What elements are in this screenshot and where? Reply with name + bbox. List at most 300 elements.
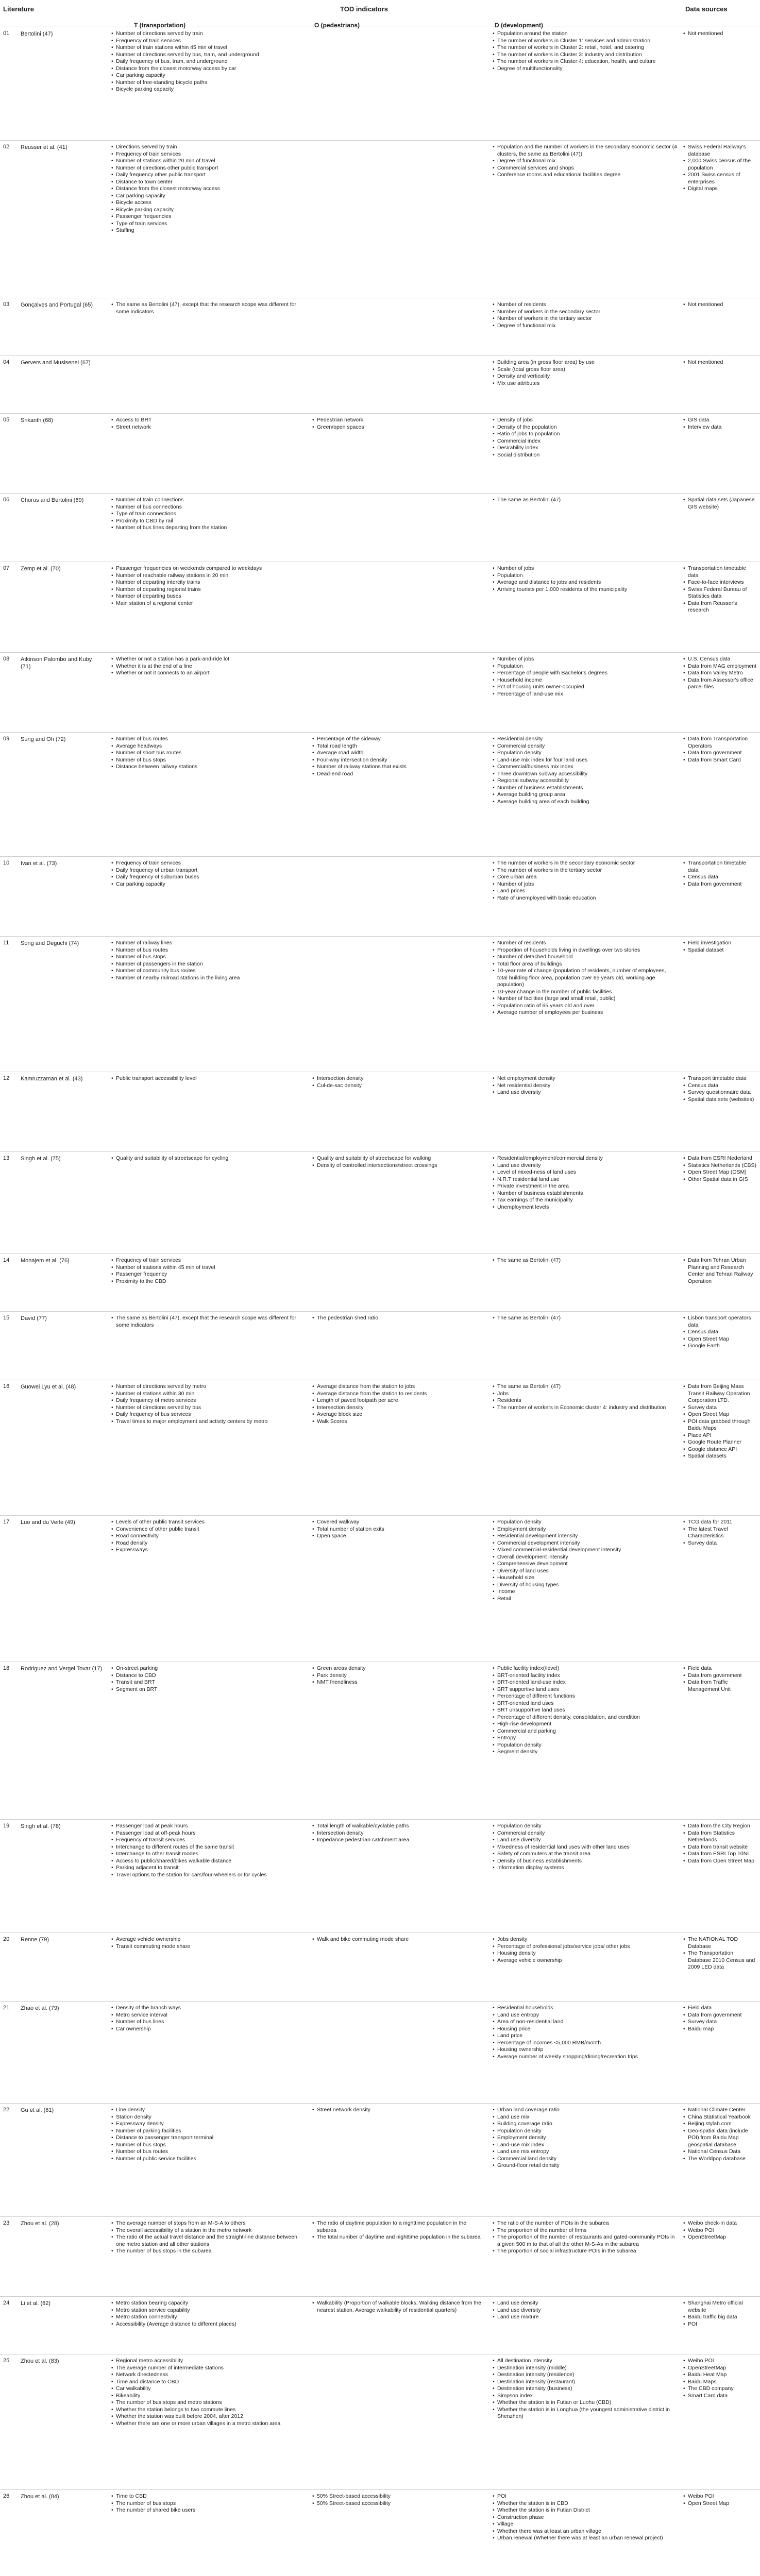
list-item: • Core urban area bbox=[497, 874, 678, 881]
list-item: • Destination intensity (business) bbox=[497, 2385, 678, 2393]
list-item: • Commercial density bbox=[497, 1830, 678, 1837]
table-header bbox=[0, 4, 760, 29]
list-item: • Bicycle parking capacity bbox=[116, 86, 307, 93]
transportation-cell bbox=[111, 2358, 307, 2427]
data-sources-cell bbox=[683, 359, 757, 366]
list-item: • The number of workers in Cluster 2: retail, hotel, and catering bbox=[497, 44, 678, 52]
list-item: • Residential development intensity bbox=[497, 1533, 678, 1540]
list-item: • Jobs density bbox=[497, 1936, 678, 1943]
list-item: • Car ownership bbox=[116, 2026, 307, 2033]
list-item: • Google Route Planner bbox=[688, 1439, 757, 1446]
pedestrians-cell bbox=[312, 2220, 487, 2241]
list-item: • Data from ESRI Nederland bbox=[688, 1155, 757, 1162]
list-item: • Directions served by train bbox=[116, 144, 307, 151]
list-item: • Frequency of train services bbox=[116, 151, 307, 158]
list-item: • Field data bbox=[688, 1665, 757, 1672]
list-item: • Number of bus stops bbox=[116, 954, 307, 961]
list-item: • Data from Beijing Mass Transit Railway Operation Corporation LTD. bbox=[688, 1383, 757, 1404]
data-sources-cell bbox=[683, 30, 757, 38]
data-sources-cell bbox=[683, 1257, 757, 1285]
literature-cell: Ivan et al. (73) bbox=[21, 860, 57, 867]
list-item: • Survey questionnaire data bbox=[688, 1089, 757, 1096]
list-item: • The number of workers in Economic cluster 4: industry and distribution bbox=[497, 1404, 678, 1412]
transportation-cell bbox=[111, 30, 307, 93]
list-item: • Average number of employees per business bbox=[497, 1009, 678, 1016]
list-item: • Percentage of land-use mix bbox=[497, 691, 678, 698]
header-tod-indicators: TOD indicators bbox=[340, 5, 388, 13]
list-item: • Population bbox=[497, 572, 678, 580]
list-item: • Interchange to different routes of the same transit bbox=[116, 1844, 307, 1851]
list-item: • Survey data bbox=[688, 2019, 757, 2026]
list-item: • Land use mixture bbox=[497, 2314, 678, 2321]
list-item: • Unemployment levels bbox=[497, 1204, 678, 1211]
transportation-cell bbox=[111, 860, 307, 888]
list-item: • Mixedness of residential land uses with other land uses bbox=[497, 1844, 678, 1851]
list-item: • Data from government bbox=[688, 750, 757, 757]
list-item: • Time to CBD bbox=[116, 2493, 307, 2500]
list-item: • Data from Open Street Map bbox=[688, 1858, 757, 1865]
literature-cell: Zhou et al. (28) bbox=[21, 2221, 59, 2227]
list-item: • National Climate Center bbox=[688, 2107, 757, 2114]
header-o: O (pedestrians) bbox=[314, 22, 360, 29]
row-number: 16 bbox=[3, 1383, 10, 1389]
list-item: • Density of jobs bbox=[497, 417, 678, 424]
list-item: • Private investment in the area bbox=[497, 1183, 678, 1190]
data-sources-cell bbox=[683, 497, 757, 511]
list-item: • Number of jobs bbox=[497, 656, 678, 663]
development-cell bbox=[492, 656, 678, 698]
literature-cell: Singh et al. (75) bbox=[21, 1156, 61, 1162]
list-item: • Household size bbox=[497, 1574, 678, 1582]
list-item: • Distance between railway stations bbox=[116, 764, 307, 771]
list-item: • Frequency of train services bbox=[116, 1257, 307, 1264]
list-item: • Percentage of people with Bachelor's degrees bbox=[497, 670, 678, 677]
list-item: • Daily frequency other public transport bbox=[116, 172, 307, 179]
list-item: • Population density bbox=[497, 1519, 678, 1526]
list-item: • Distance from the closest motorway access bbox=[116, 185, 307, 193]
list-item: • Proximity to CBD by rail bbox=[116, 518, 307, 525]
list-item: • Desirability index bbox=[497, 445, 678, 452]
list-item: • Public transport accessibility level bbox=[116, 1075, 307, 1082]
list-item: • Employment density bbox=[497, 2134, 678, 2142]
list-item: • Density of the branch ways bbox=[116, 2005, 307, 2012]
list-item: • Number of jobs bbox=[497, 565, 678, 572]
literature-cell: Rodriguez and Vergel Tovar (17) bbox=[21, 1666, 103, 1672]
list-item: • Percentage of the sideway bbox=[317, 736, 487, 743]
list-item: • Face-to-face interviews bbox=[688, 579, 757, 586]
table-row bbox=[0, 2489, 760, 2576]
pedestrians-cell bbox=[312, 1075, 487, 1089]
list-item: • Quality and suitability of streetscape for walking bbox=[317, 1155, 487, 1162]
list-item: • Data from government bbox=[688, 881, 757, 888]
list-item: • The number of workers in Cluster 4: education, health, and culture bbox=[497, 58, 678, 65]
list-item: • Scale (total gross floor area) bbox=[497, 366, 678, 374]
list-item: • Baidu traffic big data bbox=[688, 2314, 757, 2321]
list-item: • Place API bbox=[688, 1432, 757, 1439]
list-item: • Average road width bbox=[317, 750, 487, 757]
list-item: • Percentage of professional jobs/service jobs/ other jobs bbox=[497, 1943, 678, 1951]
development-cell bbox=[492, 301, 678, 329]
list-item: • Housing ownership bbox=[497, 2046, 678, 2054]
list-item: • Number of bus stops bbox=[116, 2142, 307, 2149]
table-row bbox=[0, 27, 760, 141]
data-sources-cell bbox=[683, 565, 757, 614]
list-item: • Data from government bbox=[688, 2012, 757, 2019]
list-item: • The CBD company bbox=[688, 2385, 757, 2393]
literature-cell: Gonçalves and Portugal (65) bbox=[21, 302, 93, 308]
list-item: • Residents bbox=[497, 1397, 678, 1404]
data-sources-cell bbox=[683, 736, 757, 764]
pedestrians-cell bbox=[312, 1155, 487, 1169]
list-item: • Number of directions served by metro bbox=[116, 1383, 307, 1391]
transportation-cell bbox=[111, 2493, 307, 2514]
list-item: • Arriving tourists per 1,000 residents of the municipality bbox=[497, 586, 678, 594]
list-item: • The proportion of social infrastructure POIs in the subarea bbox=[497, 2248, 678, 2255]
list-item: • Staffing bbox=[116, 227, 307, 234]
row-number: 13 bbox=[3, 1155, 10, 1161]
list-item: • Number of directions served by bus, tram, and underground bbox=[116, 52, 307, 59]
list-item: • Number of bus routes bbox=[116, 2148, 307, 2156]
row-number: 22 bbox=[3, 2107, 10, 2113]
transportation-cell bbox=[111, 144, 307, 234]
list-item: • Number of business establishments bbox=[497, 1190, 678, 1197]
table-row bbox=[0, 1933, 760, 2002]
pedestrians-cell bbox=[312, 1665, 487, 1686]
list-item: • Density of business establishments bbox=[497, 1858, 678, 1865]
list-item: • TCG data for 2011 bbox=[688, 1519, 757, 1526]
row-number: 26 bbox=[3, 2493, 10, 2499]
list-item: • Social distribution bbox=[497, 452, 678, 459]
list-item: • NMT friendliness bbox=[317, 1679, 487, 1686]
list-item: • Number of bus lines bbox=[116, 2019, 307, 2026]
list-item: • Income bbox=[497, 1588, 678, 1596]
list-item: • Residential density bbox=[497, 736, 678, 743]
list-item: • Bicycle access bbox=[116, 199, 307, 207]
literature-cell: Monajem et al. (76) bbox=[21, 1258, 70, 1264]
list-item: • Distance to CBD bbox=[116, 1672, 307, 1680]
list-item: • Number of bus connections bbox=[116, 504, 307, 511]
list-item: • Regional metro accessibility bbox=[116, 2358, 307, 2365]
development-cell bbox=[492, 359, 678, 387]
list-item: • 2001 Swiss census of enterprises bbox=[688, 172, 757, 185]
list-item: • Data from Assessor's office parcel files bbox=[688, 677, 757, 691]
list-item: • Covered walkway bbox=[317, 1519, 487, 1526]
list-item: • Safety of commuters at the transit area bbox=[497, 1851, 678, 1858]
list-item: • Proportion of households living in dwellings over two stories bbox=[497, 947, 678, 954]
list-item: • Length of paved footpath per acre bbox=[317, 1397, 487, 1404]
list-item: • Conference rooms and educational facilities degree bbox=[497, 172, 678, 179]
list-item: • Type of train connections bbox=[116, 511, 307, 518]
list-item: • 10-year change in the number of public facilities bbox=[497, 989, 678, 996]
data-sources-cell bbox=[683, 1519, 757, 1547]
list-item: • Destination intensity (residence) bbox=[497, 2371, 678, 2379]
list-item: • The number of shared bike users bbox=[116, 2507, 307, 2514]
list-item: • OpenStreetMap bbox=[688, 2234, 757, 2241]
list-item: • Digital maps bbox=[688, 185, 757, 193]
list-item: • Transit and BRT bbox=[116, 1679, 307, 1686]
row-number: 09 bbox=[3, 736, 10, 742]
list-item: • Number of bus routes bbox=[116, 736, 307, 743]
list-item: • The ratio of daytime population to a nighttime population in the subarea bbox=[317, 2220, 487, 2234]
pedestrians-cell bbox=[312, 2493, 487, 2507]
transportation-cell bbox=[111, 1075, 307, 1082]
list-item: • Transportation timetable data bbox=[688, 860, 757, 874]
list-item: • Land-use mix index bbox=[497, 2142, 678, 2149]
list-item: • Not mentioned bbox=[688, 301, 757, 309]
list-item: • Street network density bbox=[317, 2107, 487, 2114]
list-item: • Total length of walkable/cyclable paths bbox=[317, 1823, 487, 1830]
list-item: • Population and the number of workers in the secondary economic sector (4 clusters, the same as Bertolini (47)) bbox=[497, 144, 678, 158]
list-item: • Car parking capacity bbox=[116, 72, 307, 79]
list-item: • The proportion of the number of firms bbox=[497, 2227, 678, 2234]
list-item: • Density of controlled intersections/street crossings bbox=[317, 1162, 487, 1170]
list-item: • Street network bbox=[116, 424, 307, 431]
list-item: • Proximity to the CBD bbox=[116, 1278, 307, 1285]
list-item: • BRT-oriented facility index bbox=[497, 1672, 678, 1680]
literature-cell: Zhou et al. (84) bbox=[21, 2494, 59, 2500]
list-item: • Access to public/shared/bikes walkable distance bbox=[116, 1858, 307, 1865]
pedestrians-cell bbox=[312, 417, 487, 431]
list-item: • Number of workers in the tertiary sector bbox=[497, 315, 678, 323]
list-item: • Population around the station bbox=[497, 30, 678, 38]
list-item: • Land use entropy bbox=[497, 2012, 678, 2019]
development-cell bbox=[492, 1383, 678, 1411]
development-cell bbox=[492, 1823, 678, 1872]
row-number: 14 bbox=[3, 1257, 10, 1263]
list-item: • Number of bus lines departing from the station bbox=[116, 524, 307, 532]
row-number: 18 bbox=[3, 1665, 10, 1671]
list-item: • Station density bbox=[116, 2114, 307, 2121]
list-item: • Whether there was at least an urban village bbox=[497, 2528, 678, 2535]
list-item: • Number of passengers in the station bbox=[116, 961, 307, 968]
list-item: • Lisbon transport operators data bbox=[688, 1315, 757, 1329]
list-item: • Main station of a regional center bbox=[116, 600, 307, 607]
list-item: • Land price bbox=[497, 2032, 678, 2040]
list-item: • Data from government bbox=[688, 1672, 757, 1680]
transportation-cell bbox=[111, 1383, 307, 1425]
list-item: • Segment density bbox=[497, 1749, 678, 1756]
list-item: • Passenger frequencies bbox=[116, 213, 307, 221]
list-item: • Bicycle parking capacity bbox=[116, 207, 307, 214]
development-cell bbox=[492, 940, 678, 1016]
table-row bbox=[0, 1515, 760, 1662]
list-item: • Population bbox=[497, 663, 678, 670]
list-item: • Statistics Netherlands (CBS) bbox=[688, 1162, 757, 1170]
list-item: • Smart Card data bbox=[688, 2393, 757, 2400]
list-item: • Number of stations within 30 min bbox=[116, 1391, 307, 1398]
list-item: • Commercial/business mix index bbox=[497, 764, 678, 771]
list-item: • The proportion of the number of restaurants and gated-community POIs in a given 500 m to that of all the other M-S-As in the subarea bbox=[497, 2234, 678, 2248]
data-sources-cell bbox=[683, 144, 757, 193]
list-item: • The overall accessibility of a station in the metro network bbox=[116, 2227, 307, 2234]
list-item: • Data from Smart Card bbox=[688, 757, 757, 764]
data-sources-cell bbox=[683, 860, 757, 888]
list-item: • BRT-oriented land uses bbox=[497, 1700, 678, 1707]
list-item: • The same as Bertolini (47) bbox=[497, 1383, 678, 1391]
list-item: • Number of residents bbox=[497, 940, 678, 947]
development-cell bbox=[492, 2005, 678, 2060]
transportation-cell bbox=[111, 1257, 307, 1285]
list-item: • Daily frequency of bus services bbox=[116, 1411, 307, 1418]
list-item: • Spatial data sets (Japanese GIS website) bbox=[688, 497, 757, 511]
list-item: • Overall development intensity bbox=[497, 1554, 678, 1561]
list-item: • Land use diversity bbox=[497, 1162, 678, 1170]
list-item: • Number of facilities (large and small retail, public) bbox=[497, 995, 678, 1003]
list-item: • Land use diversity bbox=[497, 1089, 678, 1096]
list-item: • U.S. Census data bbox=[688, 656, 757, 663]
row-number: 20 bbox=[3, 1936, 10, 1942]
list-item: • Village bbox=[497, 2521, 678, 2528]
list-item: • Number of train connections bbox=[116, 497, 307, 504]
data-sources-cell bbox=[683, 940, 757, 954]
development-cell bbox=[492, 1315, 678, 1322]
list-item: • Transport timetable data bbox=[688, 1075, 757, 1082]
row-number: 11 bbox=[3, 940, 9, 946]
list-item: • POI bbox=[688, 2321, 757, 2328]
list-item: • Census data bbox=[688, 874, 757, 881]
list-item: • Quality and suitability of streetscape for cycling bbox=[116, 1155, 307, 1162]
list-item: • Distance to passenger transport terminal bbox=[116, 2134, 307, 2142]
transportation-cell bbox=[111, 497, 307, 532]
transportation-cell bbox=[111, 1155, 307, 1162]
list-item: • BRT supportive land uses bbox=[497, 1686, 678, 1693]
list-item: • Intersection density bbox=[317, 1404, 487, 1412]
list-item: • Line density bbox=[116, 2107, 307, 2114]
list-item: • Whether the station was built before 2004, after 2012 bbox=[116, 2413, 307, 2420]
list-item: • Spatial dataset bbox=[688, 947, 757, 954]
literature-cell: Chorus and Bertolini (69) bbox=[21, 497, 84, 503]
list-item: • Car walkability bbox=[116, 2385, 307, 2393]
row-number: 06 bbox=[3, 497, 10, 503]
list-item: • 2,000 Swiss census of the population bbox=[688, 158, 757, 172]
transportation-cell bbox=[111, 2107, 307, 2162]
literature-cell: Gervers and Musisenei (67) bbox=[21, 360, 91, 366]
list-item: • Network directedness bbox=[116, 2371, 307, 2379]
list-item: • Number of railway stations that exists bbox=[317, 764, 487, 771]
list-item: • Google distance API bbox=[688, 1446, 757, 1453]
data-sources-cell bbox=[683, 2107, 757, 2162]
list-item: • Data from Valley Metro bbox=[688, 670, 757, 677]
literature-cell: Srikanth (68) bbox=[21, 417, 53, 423]
literature-cell: Guowei Lyu et al. (48) bbox=[21, 1384, 76, 1390]
list-item: • The ratio of the number of POIs in the subarea bbox=[497, 2220, 678, 2227]
list-item: • Accessibility (Average distance to different places) bbox=[116, 2321, 307, 2328]
list-item: • Three downtown subway accessibility bbox=[497, 771, 678, 778]
transportation-cell bbox=[111, 301, 307, 315]
list-item: • Number of community bus routes bbox=[116, 968, 307, 975]
list-item: • Baidu map bbox=[688, 2026, 757, 2033]
data-sources-cell bbox=[683, 2358, 757, 2399]
development-cell bbox=[492, 2358, 678, 2420]
list-item: • Commercial index bbox=[497, 438, 678, 445]
list-item: • Entropy bbox=[497, 1735, 678, 1742]
table-row bbox=[0, 1253, 760, 1312]
list-item: • Land use density bbox=[497, 2300, 678, 2307]
list-item: • Whether the station belongs to two commute lines bbox=[116, 2406, 307, 2414]
list-item: • Tax earnings of the municipality bbox=[497, 1197, 678, 1204]
list-item: • Walk and bike commuting mode share bbox=[317, 1936, 487, 1943]
table-row bbox=[0, 413, 760, 494]
list-item: • Convenience of other public transit bbox=[116, 1526, 307, 1533]
list-item: • Passenger load at peak hours bbox=[116, 1823, 307, 1830]
list-item: • Open Street Map bbox=[688, 1336, 757, 1343]
data-sources-cell bbox=[683, 1823, 757, 1865]
list-item: • Land use diversity bbox=[497, 2307, 678, 2314]
data-sources-cell bbox=[683, 1936, 757, 1971]
list-item: • Whether the station is in Longhua (the youngest administrative district in Shenzhen) bbox=[497, 2406, 678, 2420]
pedestrians-cell bbox=[312, 736, 487, 777]
literature-cell: Zemp et al. (70) bbox=[21, 566, 61, 572]
development-cell bbox=[492, 1075, 678, 1096]
list-item: • Whether the station is in CBD bbox=[497, 2500, 678, 2507]
list-item: • Cul-de-sac density bbox=[317, 1082, 487, 1090]
list-item: • Metro service interval bbox=[116, 2012, 307, 2019]
development-cell bbox=[492, 1936, 678, 1964]
list-item: • Population ratio of 65 years old and over bbox=[497, 1003, 678, 1010]
list-item: • Average building group area bbox=[497, 791, 678, 799]
list-item: • Average vehicle ownership bbox=[116, 1936, 307, 1943]
list-item: • Density of the population bbox=[497, 424, 678, 431]
list-item: • Degree of functional mix bbox=[497, 158, 678, 165]
transportation-cell bbox=[111, 1665, 307, 1693]
list-item: • Total floor area of buildings bbox=[497, 961, 678, 968]
list-item: • Population density bbox=[497, 1742, 678, 1749]
list-item: • Metro station connectivity bbox=[116, 2314, 307, 2321]
list-item: • Area of non-residential land bbox=[497, 2019, 678, 2026]
row-number: 24 bbox=[3, 2300, 10, 2306]
list-item: • Diversity of housing types bbox=[497, 1582, 678, 1589]
pedestrians-cell bbox=[312, 1315, 487, 1322]
list-item: • Net residential density bbox=[497, 1082, 678, 1090]
list-item: • Commercial development intensity bbox=[497, 1540, 678, 1547]
list-item: • Frequency of train services bbox=[116, 38, 307, 45]
list-item: • Number of departing regional trains bbox=[116, 586, 307, 594]
list-item: • Data from transit website bbox=[688, 1844, 757, 1851]
list-item: • Number of stations within 20 min of travel bbox=[116, 158, 307, 165]
list-item: • Number of departing intercity trains bbox=[116, 579, 307, 586]
list-item: • Green areas density bbox=[317, 1665, 487, 1672]
list-item: • Walk Scores bbox=[317, 1418, 487, 1426]
list-item: • Information display systems bbox=[497, 1865, 678, 1872]
development-cell bbox=[492, 2107, 678, 2170]
list-item: • Number of workers in the secondary sector bbox=[497, 309, 678, 316]
list-item: • Open Street Map bbox=[688, 1411, 757, 1418]
list-item: • Weibo POI bbox=[688, 2493, 757, 2500]
list-item: • Field investigation bbox=[688, 940, 757, 947]
list-item: • Type of train services bbox=[116, 221, 307, 228]
list-item: • Distance to town center bbox=[116, 179, 307, 186]
list-item: • The Worldpop database bbox=[688, 2156, 757, 2163]
list-item: • Land use diversity bbox=[497, 1837, 678, 1844]
list-item: • Spatial datasets bbox=[688, 1453, 757, 1460]
row-number: 02 bbox=[3, 144, 10, 150]
table-row bbox=[0, 1072, 760, 1152]
list-item: • Passenger load at off-peak hours bbox=[116, 1830, 307, 1837]
data-sources-cell bbox=[683, 301, 757, 309]
pedestrians-cell bbox=[312, 1519, 487, 1540]
transportation-cell bbox=[111, 1519, 307, 1554]
table-row bbox=[0, 493, 760, 562]
table-row bbox=[0, 1151, 760, 1254]
row-number: 21 bbox=[3, 2005, 10, 2011]
list-item: • The Transportation Database 2010 Census and 2009 LED data bbox=[688, 1950, 757, 1971]
list-item: • Beijing.stylab.com bbox=[688, 2121, 757, 2128]
list-item: • Simpson index bbox=[497, 2393, 678, 2400]
list-item: • Daily frequency of bus, tram, and underground bbox=[116, 58, 307, 65]
list-item: • Average distance from the station to jobs bbox=[317, 1383, 487, 1391]
list-item: • Building area (in gross floor area) by use bbox=[497, 359, 678, 366]
transportation-cell bbox=[111, 2300, 307, 2328]
